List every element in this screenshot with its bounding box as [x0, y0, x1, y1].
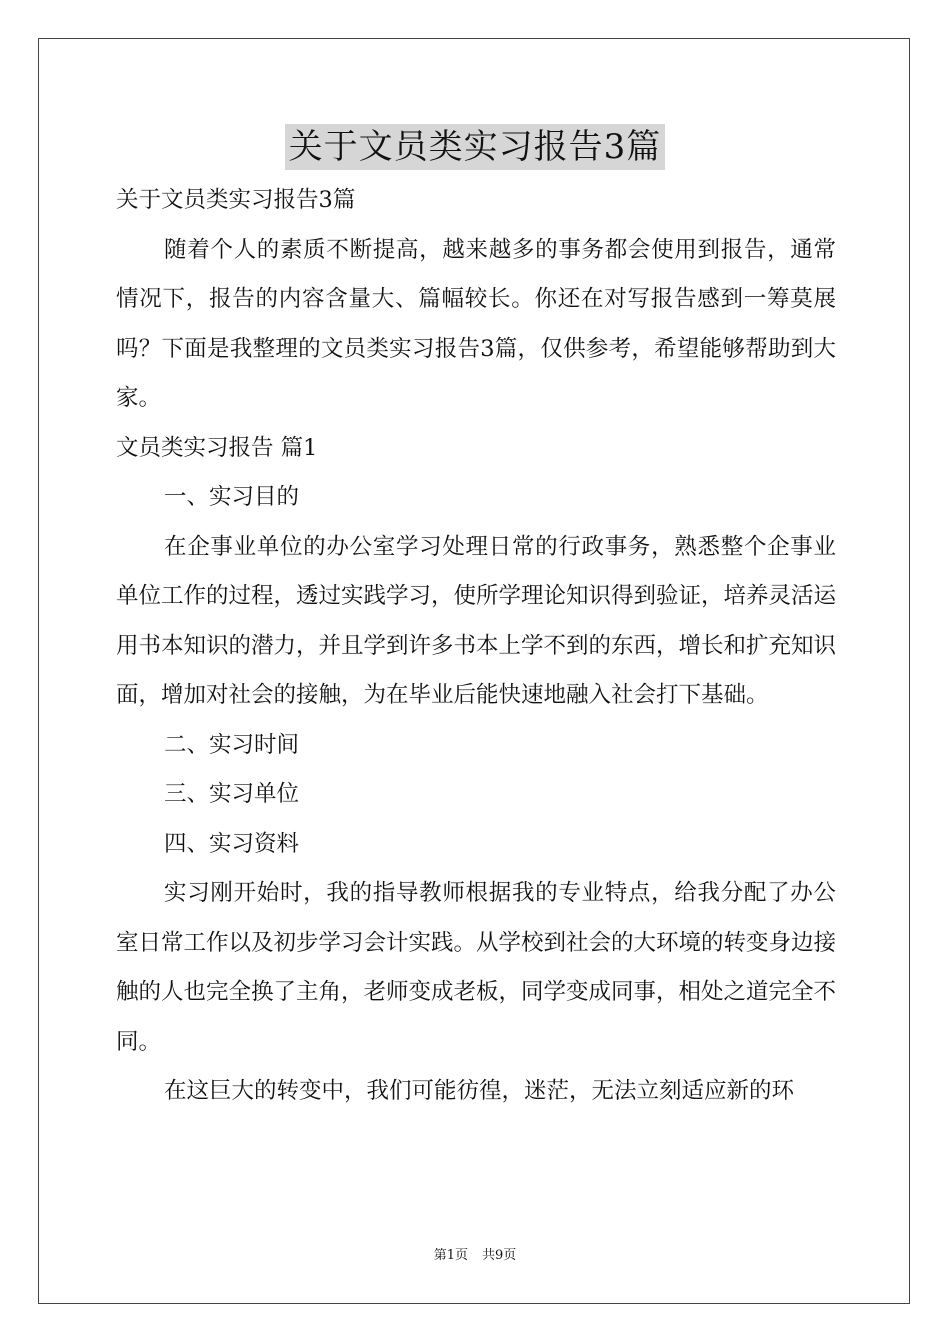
page-footer: [0, 1247, 950, 1265]
document-body: [116, 176, 836, 1117]
subsection-heading-content: 四、实习资料: [164, 830, 300, 857]
subsection-heading-time: 二、实习时间: [164, 731, 300, 758]
paragraph-purpose: 在企事业单位的办公室学习处理日常的行政事务，熟悉整个企事业单位工作的过程，透过实践学习，使所学理论知识得到验证，培养灵活运用书本知识的潜力，并且学到许多书本上学不到的东西，增长和扩充知识面，增加对社会的接触，为在毕业后能快速地融入社会打下基础。: [116, 533, 837, 708]
page-number: 第1页: [433, 1248, 468, 1263]
title-container: [0, 124, 950, 170]
document-title: 关于文员类实习报告3篇: [285, 124, 666, 170]
section-heading: 文员类实习报告 篇1: [116, 434, 318, 461]
subsection-heading-purpose: 一、实习目的: [164, 484, 300, 510]
subsection-heading-unit: 三、实习单位: [164, 781, 300, 807]
paragraph-intro: 随着个人的素质不断提高，越来越多的事务都会使用到报告，通常情况下，报告的内容含量大、篇幅较长。你还在对写报告感到一筹莫展吗？下面是我整理的文员类实习报告3篇，仅供参考，希望能够帮助到大家。: [116, 236, 836, 411]
document-subtitle: 关于文员类实习报告3篇: [116, 187, 356, 213]
paragraph-transition: 在这巨大的转变中，我们可能彷徨，迷茫，无法立刻适应新的环: [164, 1078, 795, 1104]
paragraph-content: 实习刚开始时，我的指导教师根据我的专业特点，给我分配了办公室日常工作以及初步学习会计实践。从学校到社会的大环境的转变身边接触的人也完全换了主角，老师变成老板，同学变成同事，相处之道完全不同。: [116, 880, 837, 1055]
page-total: 共9页: [482, 1248, 517, 1263]
